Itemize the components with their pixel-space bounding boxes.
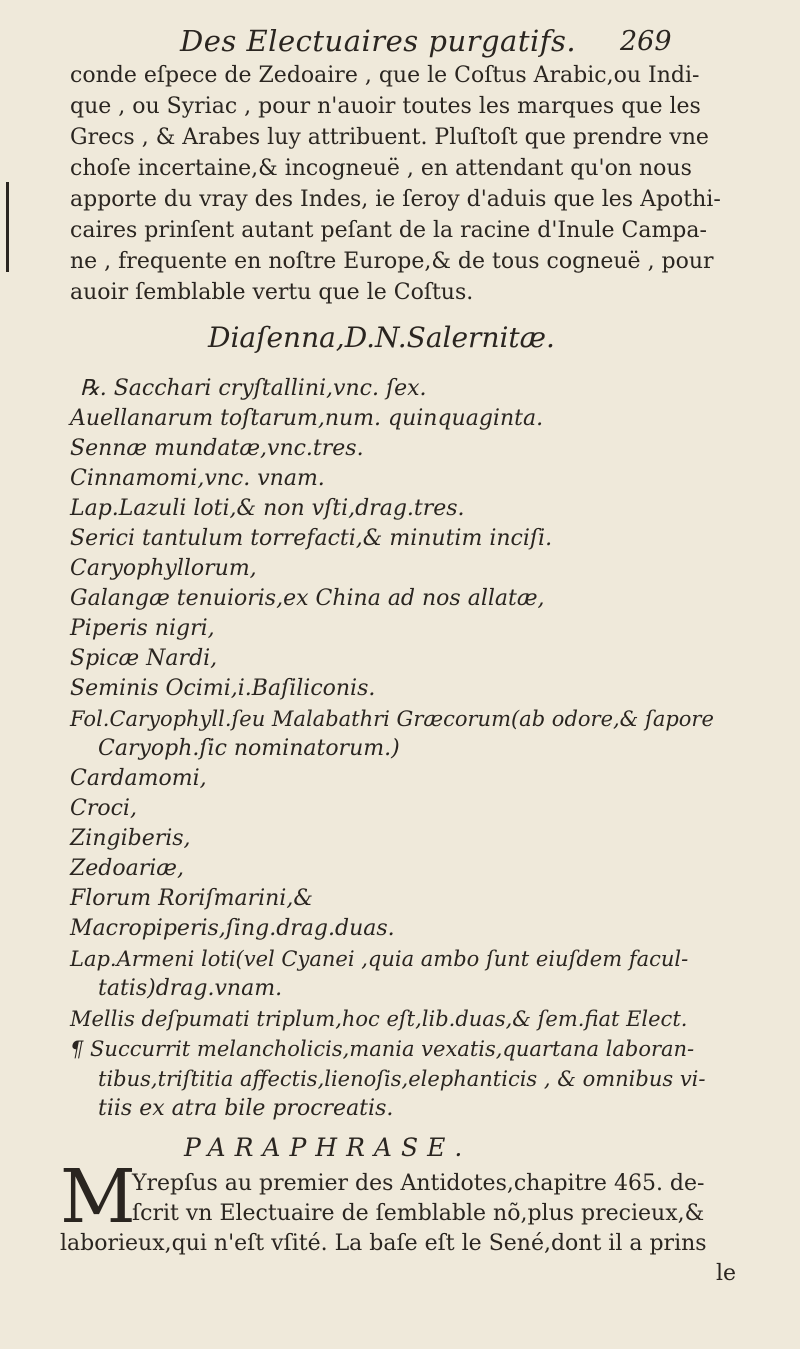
recipe-line: Cinnamomi,vnc. vnam.: [70, 466, 325, 491]
intro-line: ne , frequente en noſtre Europe,& de tous cogneuë , pour: [70, 249, 714, 274]
recipe-line: tatis)drag.vnam.: [98, 976, 283, 1001]
running-title: Des Electuaires purgatifs.: [180, 24, 577, 58]
intro-line: conde eſpece de Zedoaire , que le Coſtus Arabic,ou Indi-: [70, 63, 700, 88]
intro-line: auoir ſemblable vertu que le Coſtus.: [70, 280, 474, 305]
recipe-line: Lap.Lazuli loti,& non vſti,drag.tres.: [70, 496, 465, 521]
intro-line: que , ou Syriac , pour n'auoir toutes les marques que les: [70, 94, 701, 119]
intro-line: caires prinſent autant peſant de la racine d'Inule Campa-: [70, 218, 707, 243]
recipe-line: Spicæ Nardi,: [70, 646, 218, 671]
recipe-line: Florum Roriſmarini,&: [70, 886, 313, 911]
recipe-line: Seminis Ocimi,i.Baſiliconis.: [70, 676, 376, 701]
recipe-line: ℞. Sacchari cryſtallini,vnc. ſex.: [80, 376, 427, 401]
para-line: laborieux,qui n'eſt vſité. La baſe eſt le Sené,dont il a prins: [60, 1231, 707, 1256]
page-header: [0, 18, 800, 62]
recipe-line: tibus,triſtitia affectis,lienoſis,elephanticis , & omnibus vi-: [98, 1067, 706, 1091]
recipe-line: Caryoph.ſic nominatorum.): [98, 736, 400, 761]
recipe-line: Zedoariæ,: [70, 856, 184, 881]
intro-line: apporte du vray des Indes, ie ſeroy d'aduis que les Apothi-: [70, 187, 721, 212]
drop-cap: M: [60, 1154, 136, 1240]
margin-mark: [6, 182, 9, 272]
recipe-line: Sennæ mundatæ,vnc.tres.: [70, 436, 364, 461]
recipe-title: Diaſenna,D.N.Salernitæ.: [208, 321, 555, 354]
recipe-line: Mellis deſpumati triplum,hoc eſt,lib.duas,& ſem.fiat Elect.: [70, 1007, 688, 1031]
page-number: 269: [620, 26, 672, 57]
recipe-line: tiis ex atra bile procreatis.: [98, 1096, 394, 1121]
recipe-line: ¶ Succurrit melancholicis,mania vexatis,quartana laboran-: [70, 1037, 695, 1061]
intro-line: Grecs , & Arabes luy attribuent. Pluſtoſt que prendre vne: [70, 125, 709, 150]
recipe-line: Lap.Armeni loti(vel Cyanei ,quia ambo ſunt eiuſdem facul-: [70, 947, 689, 971]
recipe-line: Fol.Caryophyll.ſeu Malabathri Græcorum(ab odore,& ſapore: [70, 707, 714, 731]
recipe-line: Macropiperis,ſing.drag.duas.: [70, 916, 395, 941]
recipe-line: Croci,: [70, 796, 137, 821]
recipe-line: Serici tantulum torrefacti,& minutim inciſi.: [70, 526, 553, 551]
para-line: Yrepſus au premier des Antidotes,chapitre 465. de-: [132, 1171, 705, 1196]
catchword: le: [716, 1261, 737, 1286]
recipe-line: Piperis nigri,: [70, 616, 215, 641]
intro-line: choſe incertaine,& incogneuë , en attendant qu'on nous: [70, 156, 692, 181]
recipe-line: Zingiberis,: [70, 826, 191, 851]
recipe-line: Caryophyllorum,: [70, 556, 257, 581]
paraphrase-heading: PARAPHRASE.: [184, 1133, 472, 1162]
para-line: ſcrit vn Electuaire de ſemblable nõ,plus precieux,&: [132, 1201, 705, 1226]
recipe-line: Auellanarum toſtarum,num. quinquaginta.: [70, 406, 544, 431]
recipe-line: Cardamomi,: [70, 766, 207, 791]
recipe-line: Galangæ tenuioris,ex China ad nos allatæ,: [70, 586, 545, 611]
